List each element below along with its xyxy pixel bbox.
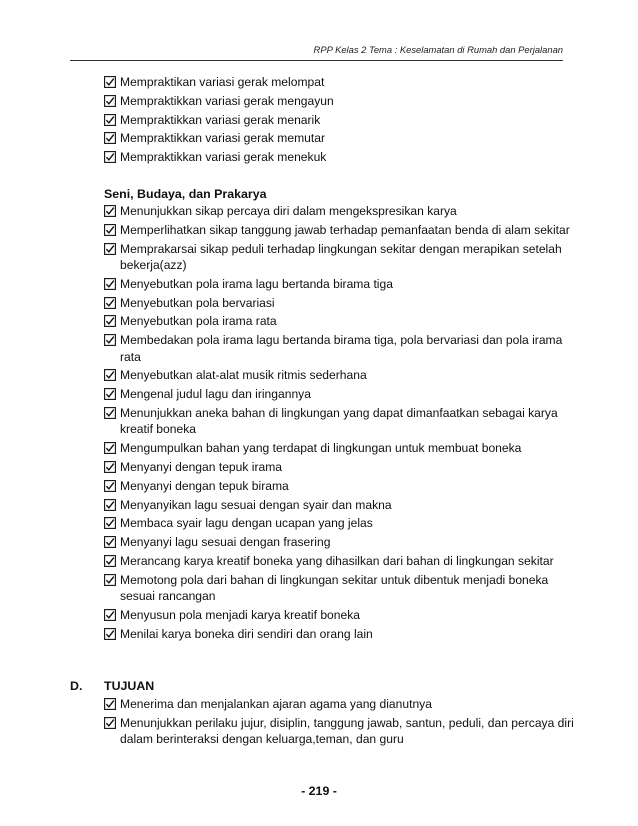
list-item — [104, 478, 574, 494]
pjok-list — [104, 74, 574, 168]
checked-box-icon — [104, 609, 116, 621]
checked-box-icon — [104, 698, 116, 710]
list-item — [104, 459, 574, 475]
list-item-text: Menunjukkan perilaku jujur, disiplin, tanggung jawab, santun, peduli, dan percaya diri dalam berinteraksi dengan keluarga,teman, dan guru — [120, 715, 574, 747]
list-item — [104, 572, 574, 605]
checked-box-icon — [104, 151, 116, 163]
list-item-text: Menunjukkan sikap percaya diri dalam mengekspresikan karya — [120, 204, 457, 218]
list-item-text: Menyusun pola menjadi karya kreatif boneka — [120, 607, 360, 622]
section-title-tujuan: TUJUAN — [104, 679, 155, 693]
list-item-text: Menyebutkan pola bervariasi — [120, 295, 275, 310]
checked-box-icon — [104, 95, 116, 107]
checked-box-icon — [104, 499, 116, 511]
list-item — [104, 386, 574, 402]
list-item — [104, 149, 574, 165]
list-item-text: Memotong pola dari bahan di lingkungan sekitar untuk dibentuk menjadi boneka sesuai rancangan — [120, 572, 549, 604]
list-item — [104, 241, 574, 274]
checked-box-icon — [104, 114, 116, 126]
checked-box-icon — [104, 628, 116, 640]
list-item — [104, 626, 574, 642]
list-item-text: Membaca syair lagu dengan ucapan yang jelas — [120, 516, 373, 531]
checked-box-icon — [104, 536, 116, 548]
list-item-text: Memprakarsai sikap peduli terhadap lingkungan sekitar dengan merapikan setelah bekerja(azz) — [120, 241, 562, 272]
checked-box-icon — [104, 369, 116, 381]
checked-box-icon — [104, 297, 116, 309]
checked-box-icon — [104, 76, 116, 88]
checked-box-icon — [104, 461, 116, 473]
checked-box-icon — [104, 442, 116, 454]
checked-box-icon — [104, 243, 116, 255]
list-item-text: Menilai karya boneka diri sendiri dan orang lain — [120, 626, 373, 641]
list-item-text: Mempraktikkan variasi gerak menarik — [120, 112, 321, 127]
tujuan-list — [104, 696, 574, 750]
page-number: - 219 - — [301, 784, 337, 798]
section-letter: D. — [70, 679, 83, 693]
list-item-text: Menyanyi dengan tepuk birama — [120, 478, 289, 493]
header-rule — [70, 60, 563, 61]
checked-box-icon — [104, 574, 116, 586]
list-item — [104, 534, 574, 550]
checked-box-icon — [104, 334, 116, 346]
list-item — [104, 276, 574, 292]
checked-box-icon — [104, 480, 116, 492]
page-header: RPP Kelas 2 Tema : Keselamatan di Rumah dan Perjalanan — [313, 44, 563, 55]
list-item-text: Mempraktikan variasi gerak melompat — [120, 75, 325, 89]
checked-box-icon — [104, 517, 116, 529]
list-item — [104, 222, 574, 238]
checked-box-icon — [104, 132, 116, 144]
checked-box-icon — [104, 717, 116, 729]
checked-box-icon — [104, 315, 116, 327]
list-item — [104, 696, 574, 712]
list-item — [104, 405, 574, 438]
list-item-text: Menunjukkan aneka bahan di lingkungan yang dapat dimanfaatkan sebagai karya kreatif boneka — [120, 405, 558, 437]
list-item-text: Merancang karya kreatif boneka yang dihasilkan dari bahan di lingkungan sekitar — [120, 553, 554, 568]
list-item-text: Mempraktikkan variasi gerak mengayun — [120, 93, 334, 108]
list-item-text: Menyanyi lagu sesuai dengan frasering — [120, 535, 331, 550]
list-item — [104, 74, 574, 90]
list-item-text: Menyebutkan alat-alat musik ritmis sederhana — [120, 368, 367, 383]
list-item — [104, 295, 574, 311]
list-item-text: Mempraktikkan variasi gerak menekuk — [120, 150, 327, 165]
list-item-text: Mempraktikkan variasi gerak memutar — [120, 131, 325, 146]
sbdp-list — [104, 203, 574, 645]
list-item — [104, 497, 574, 513]
section-title-sbdp: Seni, Budaya, dan Prakarya — [104, 187, 267, 201]
list-item — [104, 553, 574, 569]
list-item — [104, 332, 574, 365]
checked-box-icon — [104, 555, 116, 567]
list-item — [104, 93, 574, 109]
checked-box-icon — [104, 224, 116, 236]
list-item — [104, 313, 574, 329]
checked-box-icon — [104, 278, 116, 290]
list-item-text: Memperlihatkan sikap tanggung jawab terhadap pemanfaatan benda di alam sekitar — [120, 222, 570, 237]
list-item-text: Menyanyi dengan tepuk irama — [120, 459, 283, 474]
list-item-text: Membedakan pola irama lagu bertanda birama tiga, pola bervariasi dan pola irama rata — [120, 333, 563, 364]
list-item-text: Menyebutkan pola irama rata — [120, 314, 277, 329]
list-item — [104, 607, 574, 623]
list-item-text: Mengenal judul lagu dan iringannya — [120, 387, 311, 402]
list-item — [104, 715, 574, 748]
list-item — [104, 440, 574, 456]
list-item-text: Mengumpulkan bahan yang terdapat di lingkungan untuk membuat boneka — [120, 441, 522, 456]
list-item-text: Menerima dan menjalankan ajaran agama yang dianutnya — [120, 697, 432, 711]
checked-box-icon — [104, 205, 116, 217]
list-item — [104, 130, 574, 146]
list-item-text: Menyebutkan pola irama lagu bertanda birama tiga — [120, 276, 393, 291]
list-item — [104, 515, 574, 531]
list-item — [104, 367, 574, 383]
checked-box-icon — [104, 388, 116, 400]
list-item-text: Menyanyikan lagu sesuai dengan syair dan makna — [120, 497, 392, 512]
list-item — [104, 203, 574, 219]
list-item — [104, 112, 574, 128]
section-heading-tujuan — [70, 679, 154, 693]
checked-box-icon — [104, 407, 116, 419]
